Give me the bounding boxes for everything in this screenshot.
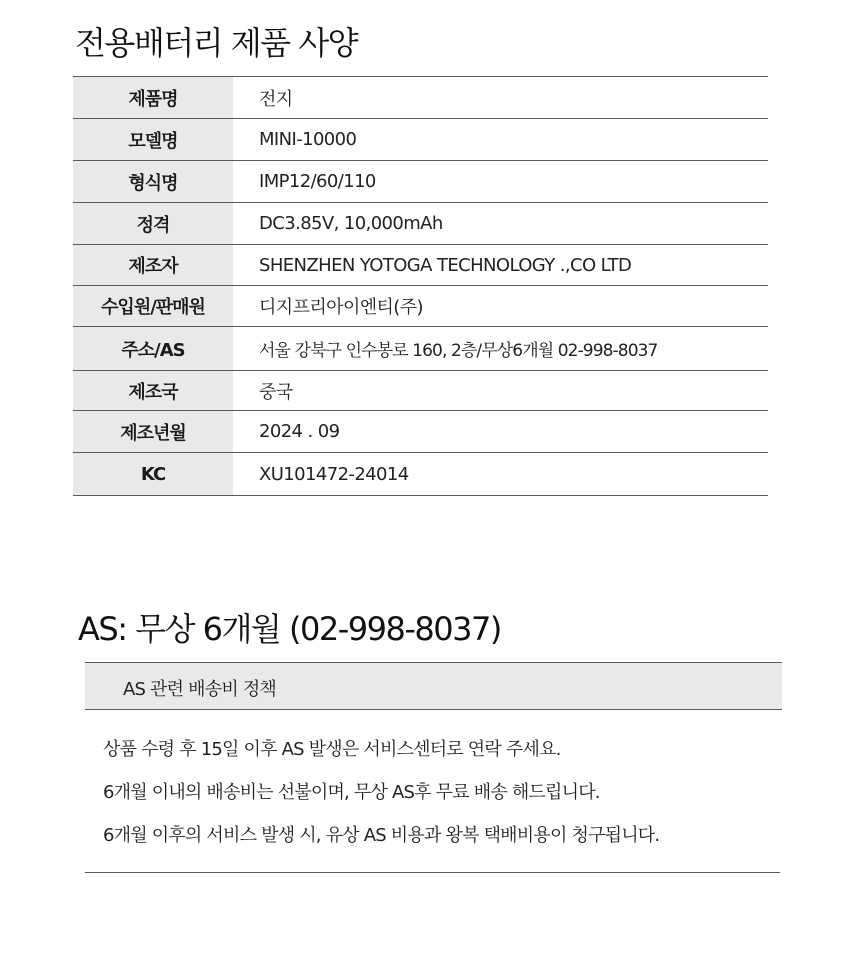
spec-table [73, 76, 768, 496]
row-label: 제품명 [73, 77, 233, 119]
row-value: SHENZHEN YOTOGA TECHNOLOGY .,CO LTD [233, 245, 768, 286]
row-label: 형식명 [73, 161, 233, 203]
divider [85, 872, 780, 873]
table-row [73, 286, 768, 327]
row-label: 정격 [73, 203, 233, 245]
row-value: 서울 강북구 인수봉로 160, 2층/무상6개월 02-998-8037 [233, 327, 768, 371]
spec-title: 전용배터리 제품 사양 [75, 24, 358, 62]
policy-heading-box [85, 662, 782, 710]
list-item: 6개월 이내의 배송비는 선불이며, 무상 AS후 무료 배송 해드립니다. [103, 782, 600, 803]
table-row [73, 453, 768, 496]
row-label: 모델명 [73, 119, 233, 161]
row-value: XU101472-24014 [233, 453, 768, 496]
row-value: 중국 [233, 371, 768, 411]
list-item: 상품 수령 후 15일 이후 AS 발생은 서비스센터로 연락 주세요. [103, 739, 561, 760]
row-label: 수입원/판매원 [73, 286, 233, 327]
table-row [73, 327, 768, 371]
list-item: 6개월 이후의 서비스 발생 시, 유상 AS 비용과 왕복 택배비용이 청구됩니다. [103, 825, 660, 846]
policy-list [103, 736, 659, 865]
table-row [73, 411, 768, 453]
table-row [73, 371, 768, 411]
row-label: 제조년월 [73, 411, 233, 453]
row-value: DC3.85V, 10,000mAh [233, 203, 768, 245]
row-label: 주소/AS [73, 327, 233, 371]
row-value: IMP12/60/110 [233, 161, 768, 203]
row-label: 제조자 [73, 245, 233, 286]
table-row [73, 77, 768, 119]
row-value: MINI-10000 [233, 119, 768, 161]
as-title: AS: 무상 6개월 (02-998-8037) [78, 610, 501, 648]
row-label: 제조국 [73, 371, 233, 411]
table-row [73, 119, 768, 161]
row-value: 디지프리아이엔티(주) [233, 286, 768, 327]
table-row [73, 203, 768, 245]
table-row [73, 245, 768, 286]
policy-heading: AS 관련 배송비 정책 [123, 679, 277, 700]
table-row [73, 161, 768, 203]
row-label: KC [73, 453, 233, 496]
row-value: 전지 [233, 77, 768, 119]
row-value: 2024 . 09 [233, 411, 768, 453]
